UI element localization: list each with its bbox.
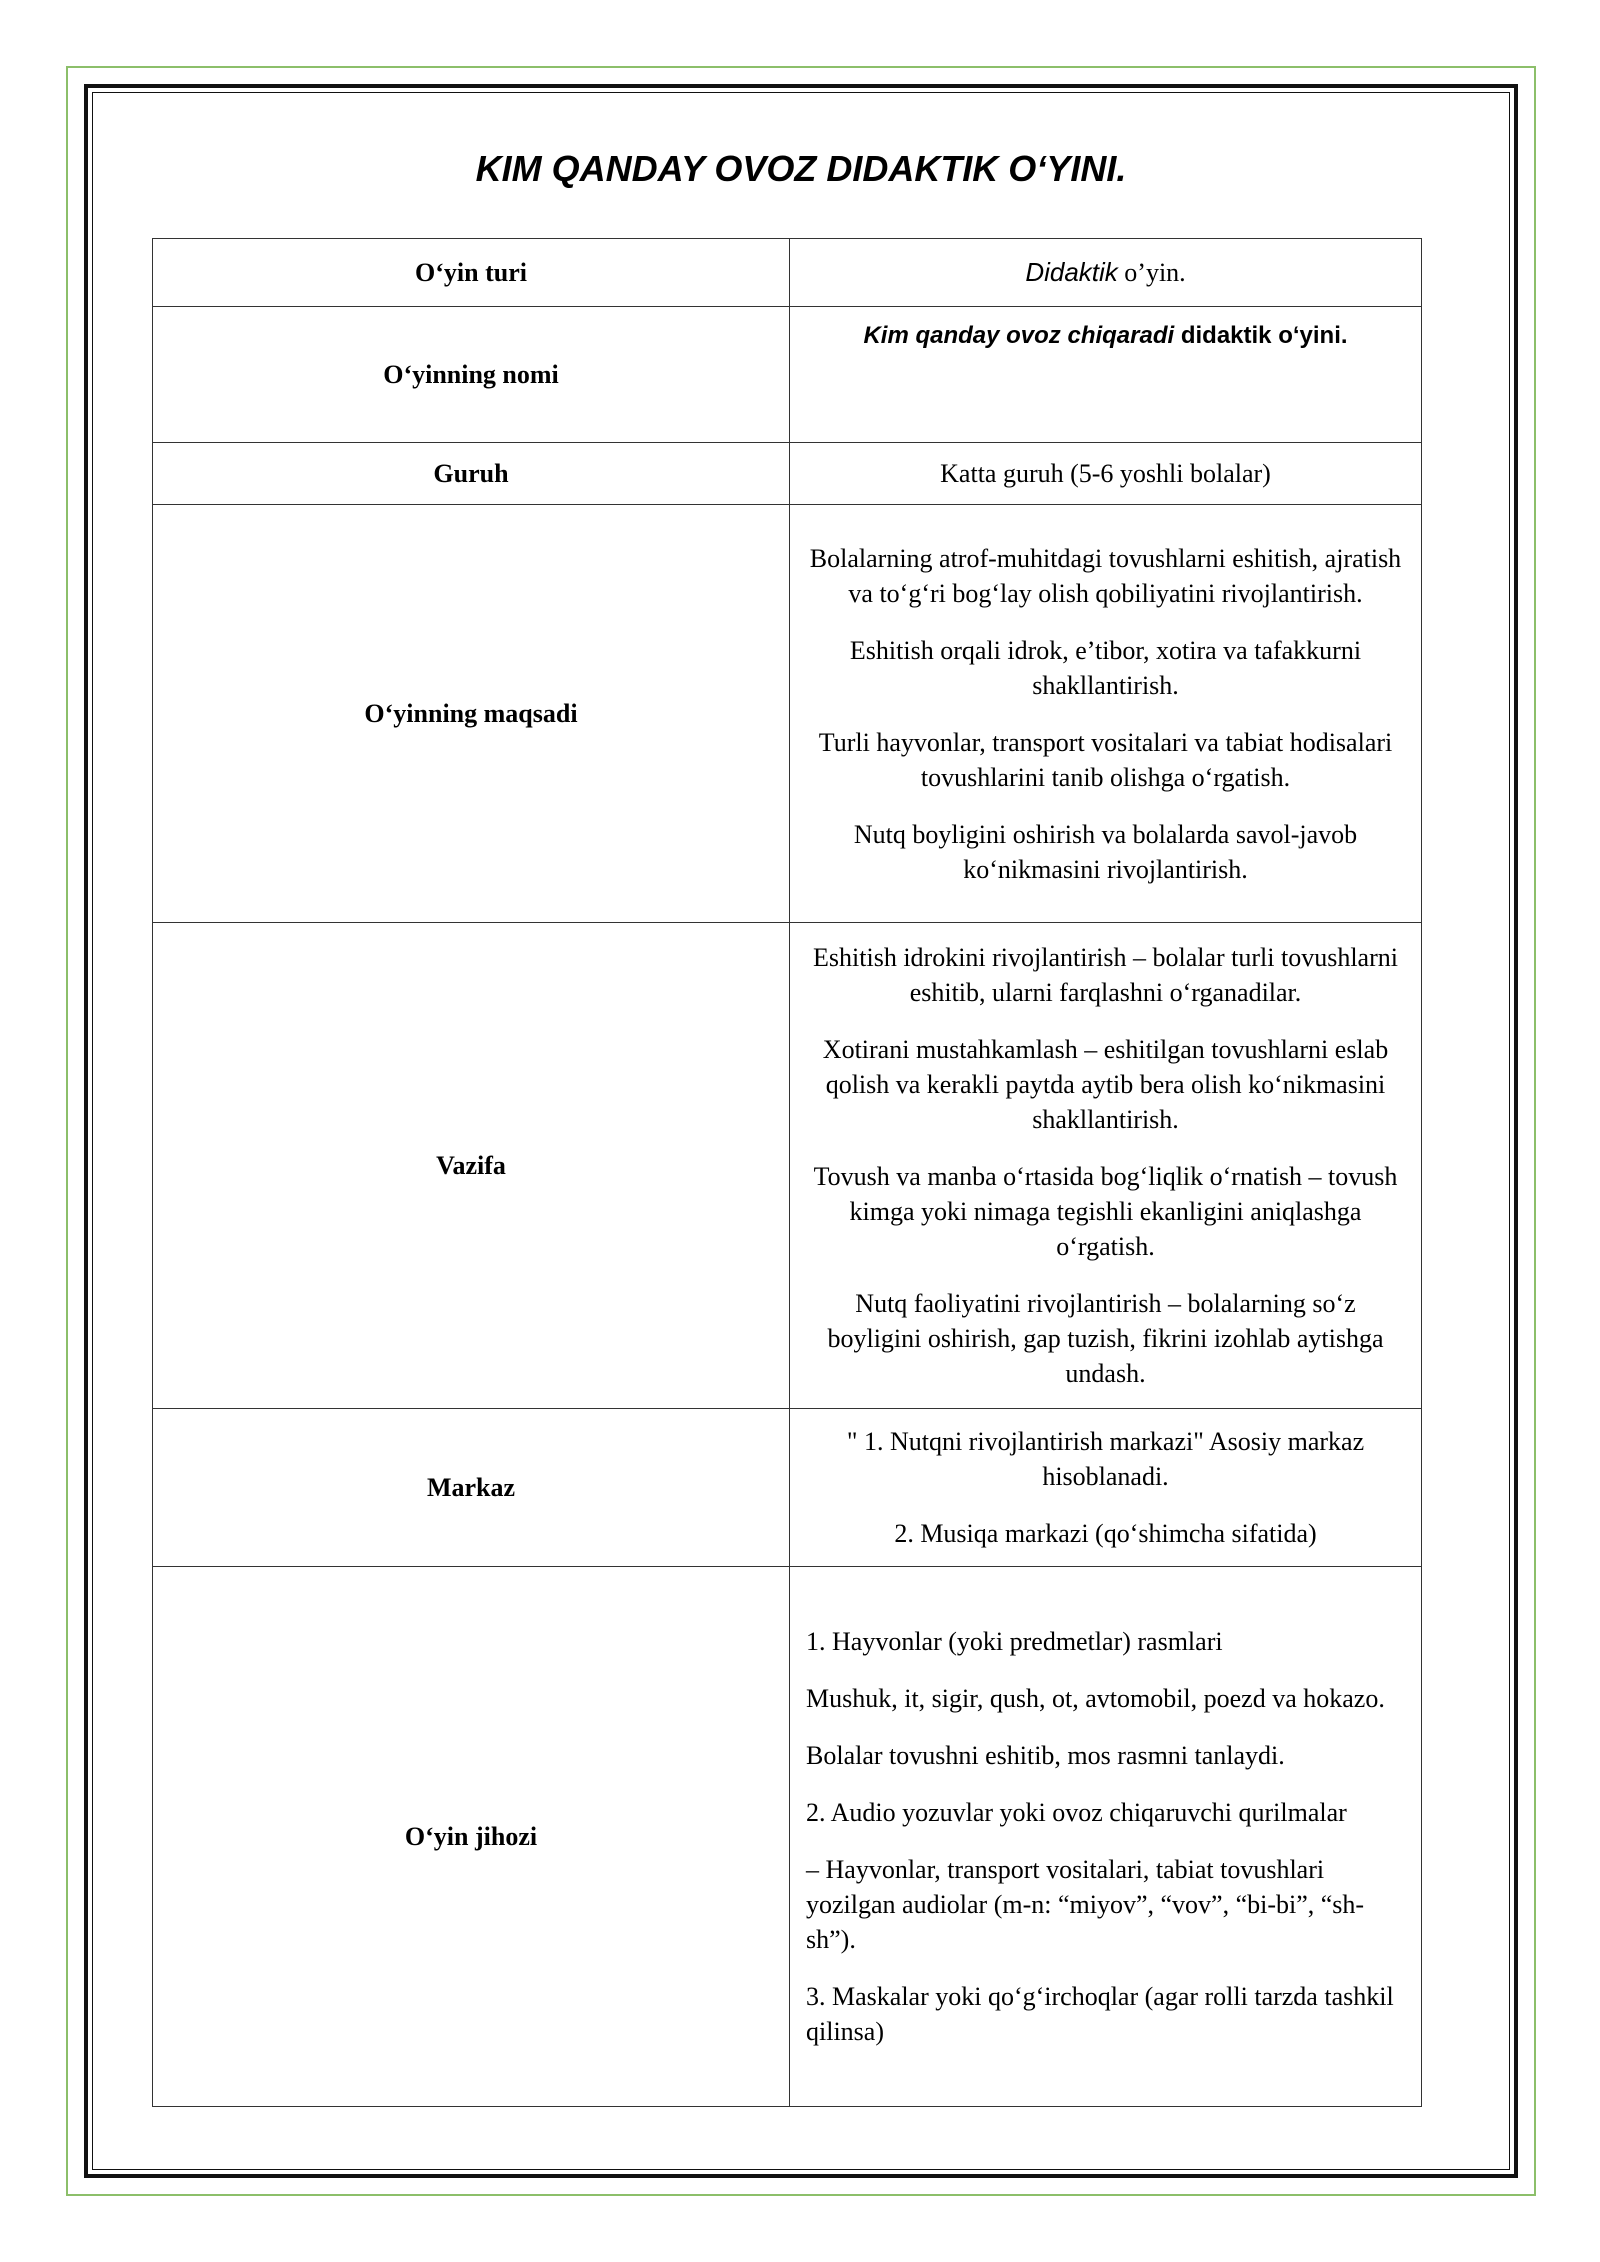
table-row [153,505,1422,923]
row-value-nomi [790,307,1422,443]
paragraph: Nutq faoliyatini rivojlantirish – bolalarning so‘z boyligini oshirish, gap tuzish, fikrini izohlab aytishga undash. [827,1289,1384,1388]
paragraph: 2. Musiqa markazi (qo‘shimcha sifatida) [894,1519,1317,1548]
row-label-markaz: Markaz [153,1409,790,1567]
table-row [153,1567,1422,2107]
paragraph: Xotirani mustahkamlash – eshitilgan tovushlarni eslab qolish va kerakli paytda aytib bera olish ko‘nikmasini shakllantirish. [822,1035,1389,1134]
paragraph: Eshitish orqali idrok, e’tibor, xotira va tafakkurni shakllantirish. [849,635,1362,700]
paragraph: 3. Maskalar yoki qo‘g‘irchoqlar (agar rolli tarzda tashkil qilinsa) [806,1982,1394,2046]
table-row [153,923,1422,1409]
paragraph: – Hayvonlar, transport vositalari, tabiat tovushlari yozilgan audiolar (m-n: “miyov”, “vov”, “bi-bi”, “sh-sh”). [806,1855,1365,1954]
row-value-jihoz [790,1567,1422,2107]
table-row [153,307,1422,443]
row-value-guruh: Katta guruh (5-6 yoshli bolalar) [790,443,1422,505]
row-label-maqsad: O‘yinning maqsadi [153,505,790,923]
document-title: KIM QANDAY OVOZ DIDAKTIK O‘YINI. [475,148,1127,189]
value-bold: didaktik o‘yini. [1174,322,1348,349]
row-value-maqsad [790,505,1422,923]
row-label-guruh: Guruh [153,443,790,505]
row-label-jihoz: O‘yin jihozi [153,1567,790,2107]
paragraph: Turli hayvonlar, transport vositalari va tabiat hodisalari tovushlarini tanib olishga o‘rgatish. [818,727,1393,792]
row-value-oyin-turi [790,239,1422,307]
row-value-vazifa [790,923,1422,1409]
paragraph: Tovush va manba o‘rtasida bog‘liqlik o‘rnatish – tovush kimga yoki nimaga tegishli ekanligini aniqlashga o‘rgatish. [813,1162,1398,1261]
paragraph: Bolalar tovushni eshitib, mos rasmni tanlaydi. [806,1741,1285,1770]
value-rest: o’yin. [1117,258,1186,287]
value-bold-italic: Kim qanday ovoz chiqaradi [863,322,1175,349]
paragraph: " 1. Nutqni rivojlantirish markazi" Asosiy markaz hisoblanadi. [846,1427,1365,1491]
paragraph: Eshitish idrokini rivojlantirish – bolalar turli tovushlarni eshitib, ularni farqlashni o‘rganadilar. [813,943,1398,1007]
paragraph: Nutq boyligini oshirish va bolalarda savol-javob ko‘nikmasini rivojlantirish. [853,819,1358,884]
game-info-table [152,238,1422,2107]
paragraph: Mushuk, it, sigir, qush, ot, avtomobil, poezd va hokazo. [806,1684,1385,1713]
row-label-oyin-turi: O‘yin turi [153,239,790,307]
paragraph: 1. Hayvonlar (yoki predmetlar) rasmlari [806,1627,1223,1656]
table-row [153,1409,1422,1567]
row-value-markaz [790,1409,1422,1567]
paragraph: 2. Audio yozuvlar yoki ovoz chiqaruvchi qurilmalar [806,1798,1347,1827]
table-row [153,239,1422,307]
table-row [153,443,1422,505]
paragraph: Bolalarning atrof-muhitdagi tovushlarni eshitish, ajratish va to‘g‘ri bog‘lay olish qobiliyatini rivojlantirish. [809,543,1402,608]
value-italic: Didaktik [1025,257,1118,287]
row-label-nomi: O‘yinning nomi [153,307,790,443]
row-label-vazifa: Vazifa [153,923,790,1409]
